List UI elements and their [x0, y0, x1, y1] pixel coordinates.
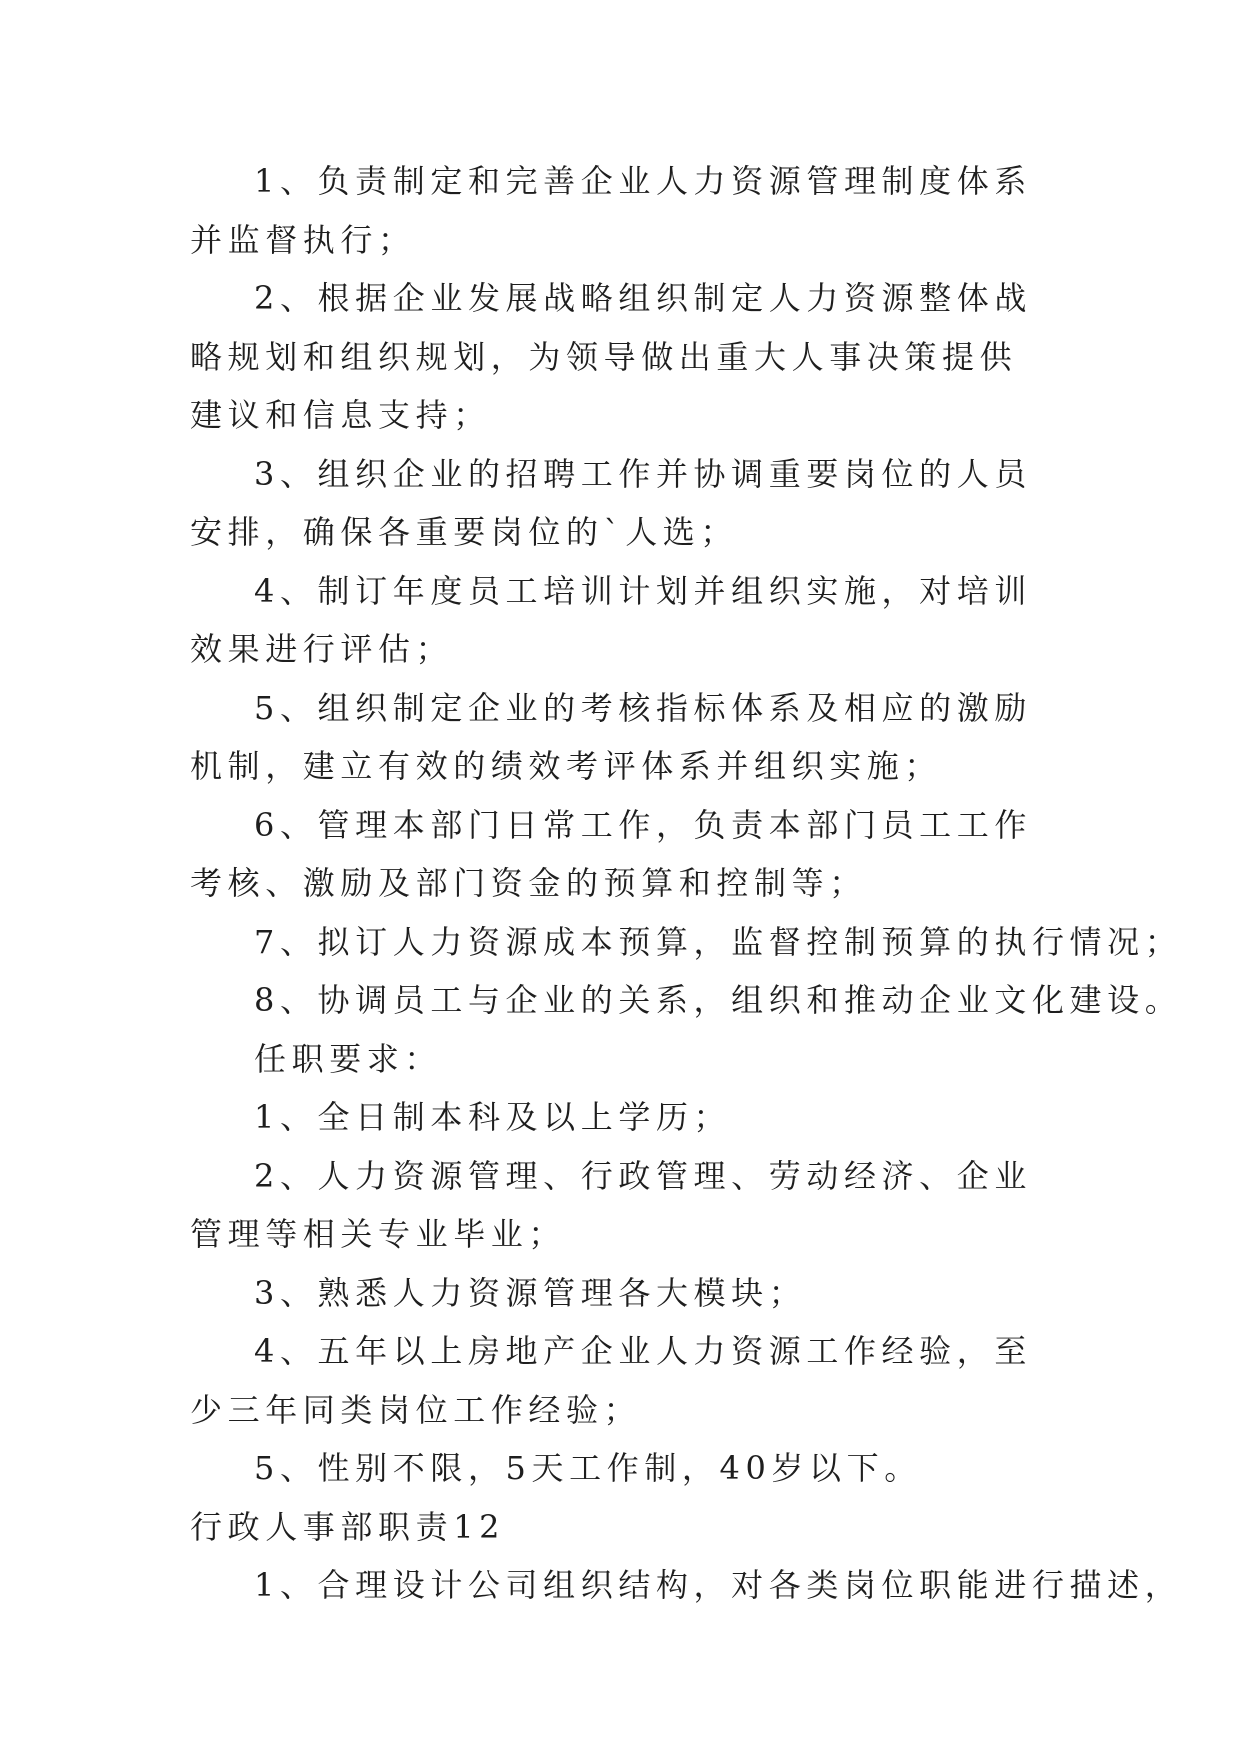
requirements-heading: 任职要求： — [254, 1039, 443, 1078]
duty-item-5: 5、组织制定企业的考核指标体系及相应的激励机制，建立有效的绩效考评体系并组织实施； — [190, 688, 1032, 785]
requirement-item-4: 4、五年以上房地产企业人力资源工作经验，至少三年同类岗位工作经验； — [190, 1332, 1032, 1429]
section-item-1: 1、合理设计公司组织结构，对各类岗位职能进行描述， — [254, 1566, 1183, 1604]
duty-item-7: 7、拟订人力资源成本预算，监督控制预算的执行情况； — [254, 922, 1183, 961]
requirement-item-3: 3、熟悉人力资源管理各大模块； — [254, 1273, 807, 1312]
duty-item-6: 6、管理本部门日常工作，负责本部门员工工作考核、激励及部门资金的预算和控制等； — [190, 805, 1032, 902]
duty-item-4: 4、制订年度员工培训计划并组织实施，对培训效果进行评估； — [190, 571, 1032, 668]
duty-item-2: 2、根据企业发展战略组织制定人力资源整体战略规划和组织规划，为领导做出重大人事决策提供建议和信息支持； — [190, 279, 1032, 434]
section-title: 行政人事部职责12 — [190, 1507, 506, 1546]
requirement-item-5: 5、性别不限，5天工作制，40岁以下。 — [254, 1449, 922, 1487]
duty-item-1: 1、负责制定和完善企业人力资源管理制度体系并监督执行； — [190, 162, 1032, 259]
duty-item-8: 8、协调员工与企业的关系，组织和推动企业文化建设。 — [254, 981, 1183, 1019]
document-page — [190, 152, 1183, 1615]
requirement-item-2: 2、人力资源管理、行政管理、劳动经济、企业管理等相关专业毕业； — [190, 1156, 1032, 1253]
duty-item-3: 3、组织企业的招聘工作并协调重要岗位的人员安排，确保各重要岗位的`人选； — [190, 454, 1032, 551]
requirement-item-1: 1、全日制本科及以上学历； — [254, 1098, 732, 1136]
